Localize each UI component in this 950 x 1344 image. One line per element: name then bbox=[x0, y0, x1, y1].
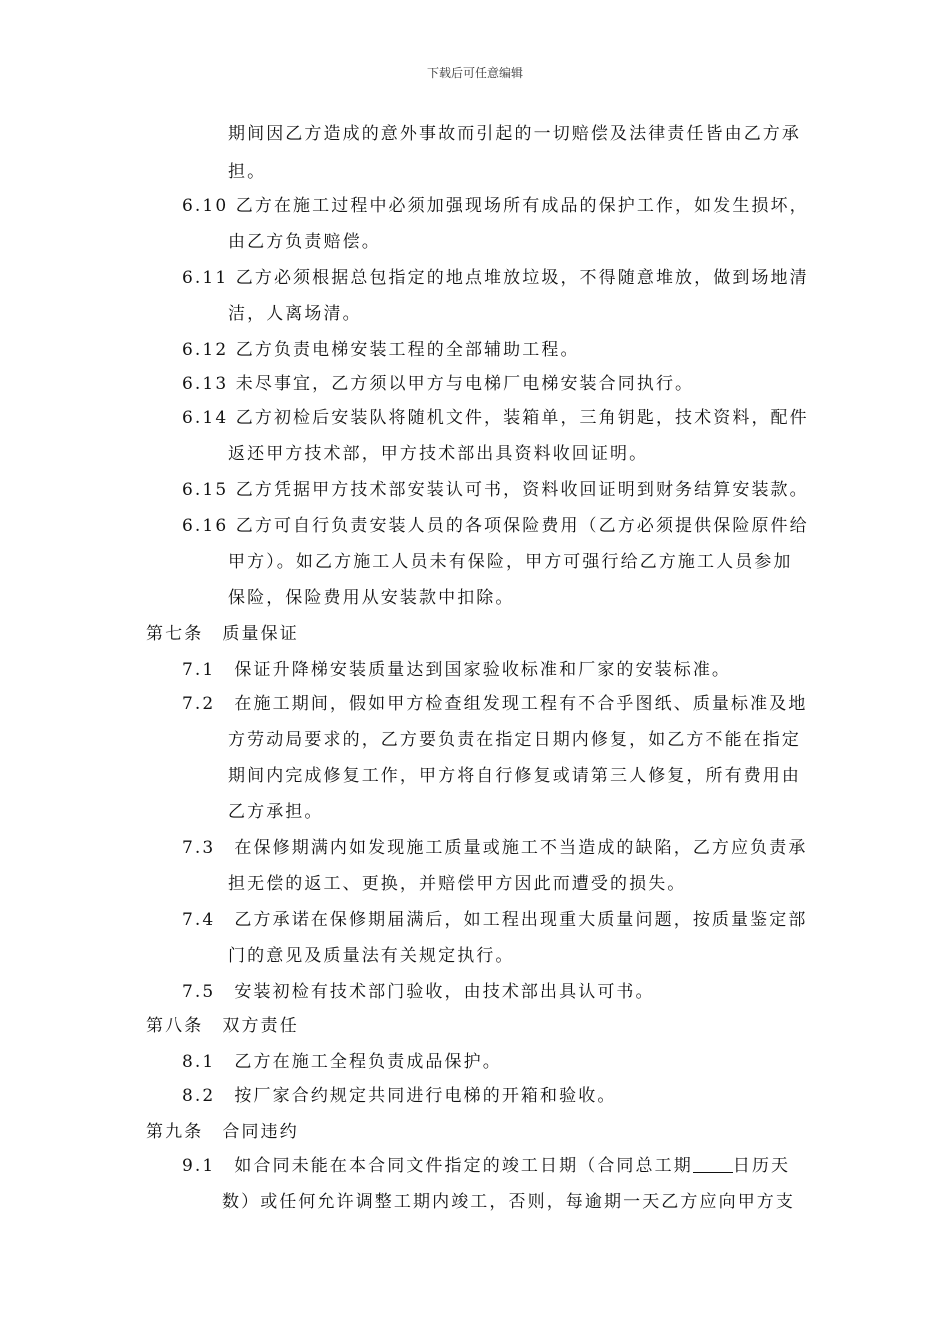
clause-6-10: 6.10 乙方在施工过程中必须加强现场所有成品的保护工作，如发生损坏， bbox=[182, 196, 809, 216]
clause-6-12: 6.12 乙方负责电梯安装工程的全部辅助工程。 bbox=[182, 340, 580, 360]
clause-8-1: 8.1 乙方在施工全程负责成品保护。 bbox=[182, 1052, 502, 1072]
article-7-heading: 第七条 质量保证 bbox=[146, 624, 299, 644]
paragraph-line: 保险，保险费用从安装款中扣除。 bbox=[228, 588, 515, 608]
paragraph-line: 数）或任何允许调整工期内竣工，否则，每逾期一天乙方应向甲方支 bbox=[222, 1192, 795, 1212]
clause-7-5: 7.5 安装初检有技术部门验收，由技术部出具认可书。 bbox=[182, 982, 655, 1002]
clause-6-11: 6.11 乙方必须根据总包指定的地点堆放垃圾，不得随意堆放，做到场地清 bbox=[182, 268, 809, 288]
clause-7-2: 7.2 在施工期间，假如甲方检查组发现工程有不合乎图纸、质量标准及地 bbox=[182, 694, 808, 714]
paragraph-line: 洁，人离场清。 bbox=[228, 304, 362, 324]
article-9-heading: 第九条 合同违约 bbox=[146, 1122, 299, 1142]
paragraph-line: 乙方承担。 bbox=[228, 802, 324, 822]
clause-9-1-text: 9.1 如合同未能在本合同文件指定的竣工日期（合同总工期 bbox=[182, 1156, 693, 1176]
clause-9-1 bbox=[182, 1154, 790, 1178]
clause-6-15: 6.15 乙方凭据甲方技术部安装认可书，资料收回证明到财务结算安装款。 bbox=[182, 480, 809, 500]
clause-6-13: 6.13 未尽事宜，乙方须以甲方与电梯厂电梯安装合同执行。 bbox=[182, 374, 695, 394]
paragraph-line: 由乙方负责赔偿。 bbox=[228, 232, 381, 252]
paragraph-line: 门的意见及质量法有关规定执行。 bbox=[228, 946, 515, 966]
page-header: 下载后可任意编辑 bbox=[426, 66, 523, 80]
clause-9-1-tail: 日历天 bbox=[732, 1156, 791, 1176]
paragraph-line: 方劳动局要求的，乙方要负责在指定日期内修复，如乙方不能在指定 bbox=[228, 730, 801, 750]
clause-8-2: 8.2 按厂家合约规定共同进行电梯的开箱和验收。 bbox=[182, 1086, 617, 1106]
clause-6-14: 6.14 乙方初检后安装队将随机文件，装箱单，三角钥匙，技术资料，配件 bbox=[182, 408, 809, 428]
paragraph-line: 期间内完成修复工作，甲方将自行修复或请第三人修复，所有费用由 bbox=[228, 766, 801, 786]
fill-in-blank bbox=[693, 1156, 733, 1173]
clause-7-4: 7.4 乙方承诺在保修期届满后，如工程出现重大质量问题，按质量鉴定部 bbox=[182, 910, 808, 930]
paragraph-line: 担。 bbox=[228, 162, 267, 182]
clause-6-16: 6.16 乙方可自行负责安装人员的各项保险费用（乙方必须提供保险原件给 bbox=[182, 516, 809, 536]
paragraph-line: 担无偿的返工、更换，并赔偿甲方因此而遭受的损失。 bbox=[228, 874, 687, 894]
clause-7-3: 7.3 在保修期满内如发现施工质量或施工不当造成的缺陷，乙方应负责承 bbox=[182, 838, 808, 858]
article-8-heading: 第八条 双方责任 bbox=[146, 1016, 299, 1036]
paragraph-line: 返还甲方技术部，甲方技术部出具资料收回证明。 bbox=[228, 444, 649, 464]
paragraph-line: 甲方）。如乙方施工人员未有保险，甲方可强行给乙方施工人员参加 bbox=[228, 552, 793, 572]
clause-7-1: 7.1 保证升降梯安装质量达到国家验收标准和厂家的安装标准。 bbox=[182, 660, 732, 680]
paragraph-line: 期间因乙方造成的意外事故而引起的一切赔偿及法律责任皆由乙方承 bbox=[228, 124, 801, 144]
